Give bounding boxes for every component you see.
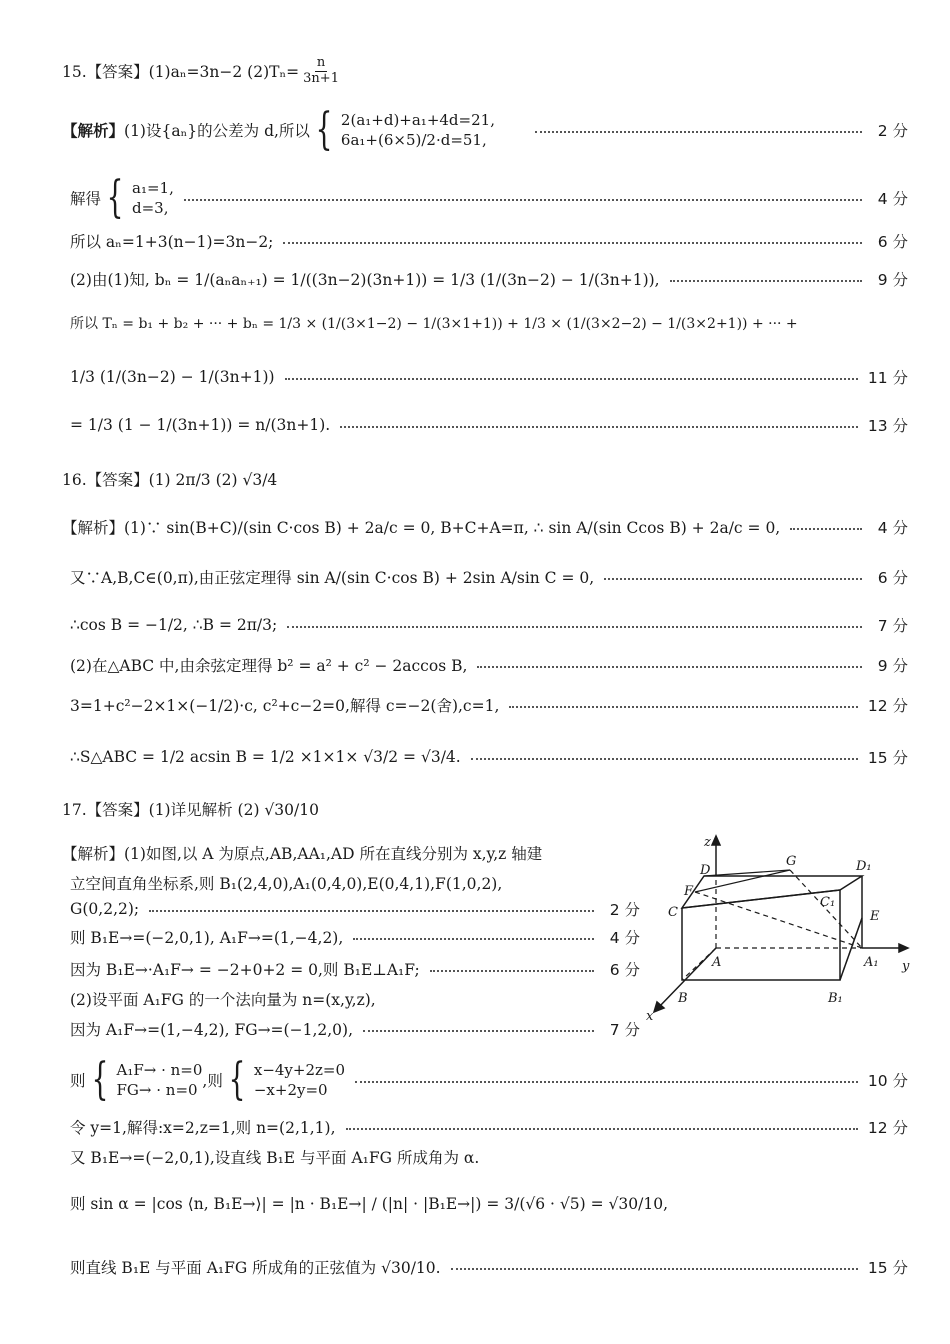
- p15-system2: { a₁=1, d=3,: [106, 172, 174, 223]
- p17-line5: 因为 B₁E→·A₁F→ = −2+0+2 = 0,则 B₁E⊥A₁F; 6 分: [70, 952, 640, 986]
- p17-line12: 则直线 B₁E 与平面 A₁FG 所成角的正弦值为 √30/10. 15 分: [70, 1250, 908, 1284]
- p17-line7: 因为 A₁F→=(1,−4,2), FG→=(−1,2,0), 7 分: [70, 1012, 640, 1046]
- p17-line1: 【解析】(1)如图,以 A 为原点,AB,AA₁,AD 所在直线分别为 x,y,z 轴建: [62, 845, 543, 863]
- p15-line4: (2)由(1)知, bₙ = 1/(aₙaₙ₊₁) = 1/((3n−2)(3n+1)) = 1/3 (1/(3n−2) − 1/(3n+1)), 9 分: [70, 262, 908, 296]
- score: 15 分: [867, 1259, 908, 1277]
- score: 15 分: [867, 749, 908, 767]
- label-G: G: [786, 854, 797, 869]
- p15-line5: 所以 Tₙ = b₁ + b₂ + ··· + bₙ = 1/3 × (1/(3×1−2) − 1/(3×1+1)) + 1/3 × (1/(3×2−2) − 1/(3×2+1)) + ··· +: [70, 316, 798, 332]
- p16-line6: ∴S△ABC = 1/2 acsin B = 1/2 ×1×1× √3/2 = √3/4. 15 分: [70, 748, 908, 767]
- label-D: D: [700, 863, 711, 878]
- p17-line9: 令 y=1,解得:x=2,z=1,则 n=(2,1,1), 12 分: [70, 1110, 908, 1144]
- score: 4 分: [609, 929, 640, 947]
- p15-line7: = 1/3 (1 − 1/(3n+1)) = n/(3n+1). 13 分: [70, 416, 908, 435]
- score: 4 分: [877, 190, 908, 208]
- label-C: C: [668, 905, 678, 920]
- p17-line8: 则 { A₁F→ · n=0 FG→ · n=0 ,则 { x−4y+2z=0 −x+2y=0 10 分: [70, 1054, 908, 1105]
- label-C1: C₁: [820, 895, 836, 910]
- score: 2 分: [609, 901, 640, 919]
- score: 11 分: [867, 369, 908, 387]
- p15-answer: 15.【答案】(1)aₙ=3n−2 (2)Tₙ= $\frac{n}{3n+1}$: [62, 54, 339, 86]
- p15-system1: { 2(a₁+d)+a₁+4d=21, 6a₁+(6×5)/2·d=51,: [315, 104, 495, 155]
- score: 9 分: [877, 271, 908, 289]
- label-A: A: [712, 955, 722, 970]
- p17-line2: 立空间直角坐标系,则 B₁(2,4,0),A₁(0,4,0),E(0,4,1),F(1,0,2),: [70, 875, 503, 893]
- p15-line1: 【解析】 (1)设{aₙ}的公差为 d,所以 { 2(a₁+d)+a₁+4d=21, 6a₁+(6×5)/2·d=51, 2 分: [62, 104, 908, 155]
- p16-line4: (2)在△ABC 中,由余弦定理得 b² = a² + c² − 2accos B, 9 分: [70, 648, 908, 682]
- p15-line2: 解得 { a₁=1, d=3, 4 分: [70, 172, 908, 223]
- front-face: [682, 890, 840, 980]
- p17-line4: 则 B₁E→=(−2,0,1), A₁F→=(1,−4,2), 4 分: [70, 920, 640, 954]
- score: 10 分: [867, 1072, 908, 1090]
- p16-line2: 又∵A,B,C∈(0,π),由正弦定理得 sin A/(sin C·cos B) + 2sin A/sin C = 0, 6 分: [70, 560, 908, 594]
- score: 6 分: [877, 233, 908, 251]
- p15-line3: 所以 aₙ=1+3(n−1)=3n−2; 6 分: [70, 224, 908, 258]
- p17-line6: (2)设平面 A₁FG 的一个法向量为 n=(x,y,z),: [70, 991, 376, 1009]
- p17-answer: 17.【答案】(1)详见解析 (2) √30/10: [62, 801, 319, 819]
- score: 7 分: [609, 1021, 640, 1039]
- score: 6 分: [609, 961, 640, 979]
- label-B1: B₁: [828, 991, 843, 1006]
- p16-line1: 【解析】(1)∵ sin(B+C)/(sin C·cos B) + 2a/c = 0, B+C+A=π, ∴ sin A/(sin Ccos B) + 2a/c = 0, 4 分: [62, 510, 908, 544]
- score: 4 分: [877, 519, 908, 537]
- p16-answer: 16.【答案】(1) 2π/3 (2) √3/4: [62, 471, 278, 489]
- p17-system-a: { A₁F→ · n=0 FG→ · n=0: [91, 1054, 203, 1105]
- score: 12 分: [867, 697, 908, 715]
- score: 12 分: [867, 1119, 908, 1137]
- label-F: F: [684, 884, 694, 899]
- p17-line3: G(0,2,2); 2 分: [70, 900, 640, 919]
- p16-line5: 3=1+c²−2×1×(−1/2)·c, c²+c−2=0,解得 c=−2(舍),c=1, 12 分: [70, 688, 908, 722]
- score: 6 分: [877, 569, 908, 587]
- score: 9 分: [877, 657, 908, 675]
- label-D1: D₁: [856, 859, 872, 874]
- label-y: y: [902, 959, 910, 974]
- label-B: B: [678, 991, 688, 1006]
- score: 2 分: [877, 122, 908, 140]
- label-A1: A₁: [864, 955, 879, 970]
- p17-system-b: { x−4y+2z=0 −x+2y=0: [228, 1054, 346, 1105]
- score: 7 分: [877, 617, 908, 635]
- p17-line11: 则 sin α = |cos ⟨n, B₁E→⟩| = |n · B₁E→| / (|n| · |B₁E→|) = 3/(√6 · √5) = √30/10,: [70, 1195, 669, 1213]
- label-E: E: [870, 909, 880, 924]
- score: 13 分: [867, 417, 908, 435]
- p15-line6: 1/3 (1/(3n−2) − 1/(3n+1)) 11 分: [70, 368, 908, 387]
- label-x: x: [646, 1009, 654, 1024]
- label-z: z: [704, 835, 711, 850]
- cuboid-figure: [640, 830, 930, 1030]
- p15-answer-fraction: $\frac{n}{3n+1}$: [303, 54, 339, 86]
- p17-line10: 又 B₁E→=(−2,0,1),设直线 B₁E 与平面 A₁FG 所成角为 α.: [70, 1149, 480, 1167]
- p16-line3: ∴cos B = −1/2, ∴B = 2π/3; 7 分: [70, 616, 908, 635]
